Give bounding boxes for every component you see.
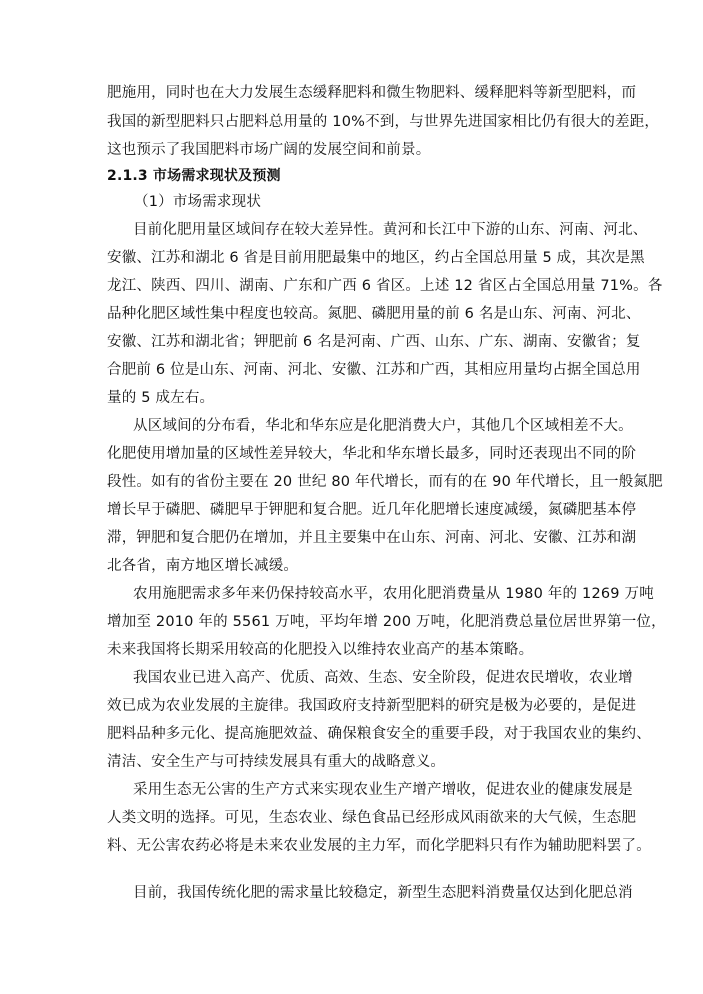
- paragraph-line: 料、无公害农药必将是未来农业发展的主力军，而化学肥料只有作为辅助肥料罢了。: [107, 838, 651, 854]
- paragraph-line: 量的 5 成左右。: [107, 390, 215, 406]
- paragraph-line: 增长早于磷肥、磷肥早于钾肥和复合肥。近几年化肥增长速度减缓，氮磷肥基本停: [107, 502, 637, 518]
- paragraph-line: 我国的新型肥料只占肥料总用量的 10%不到，与世界先进国家相比仍有很大的差距，: [107, 114, 660, 130]
- paragraph-line: 目前化肥用量区域间存在较大差异性。黄河和长江中下游的山东、河南、河北、: [133, 222, 648, 238]
- paragraph-line: 这也预示了我国肥料市场广阔的发展空间和前景。: [107, 142, 431, 158]
- paragraph-line: 我国农业已进入高产、优质、高效、生态、安全阶段，促进农民增收，农业增: [133, 670, 633, 686]
- paragraph-line: 段性。如有的省份主要在 20 世纪 80 年代增长，而有的在 90 年代增长，且一般氮肥: [107, 474, 663, 490]
- paragraph-line: 北各省，南方地区增长减缓。: [107, 558, 299, 574]
- paragraph-line: 采用生态无公害的生产方式来实现农业生产增产增收，促进农业的健康发展是: [133, 782, 633, 798]
- section-heading: 2.1.3 市场需求现状及预测: [107, 168, 281, 184]
- paragraph-line: 效已成为农业发展的主旋律。我国政府支持新型肥料的研究是极为必要的，是促进: [107, 698, 637, 714]
- paragraph-line: 增加至 2010 年的 5561 万吨，平均年增 200 万吨，化肥消费总量位居世界第一位，: [107, 614, 666, 630]
- paragraph-line: 肥施用，同时也在大力发展生态缓释肥料和微生物肥料、缓释肥料等新型肥料，而: [107, 85, 637, 101]
- paragraph-line: 清洁、安全生产与可持续发展具有重大的战略意义。: [107, 754, 446, 770]
- paragraph-line: 化肥使用增加量的区域性差异较大，华北和华东增长最多，同时还表现出不同的阶: [107, 446, 637, 462]
- paragraph-line: 龙江、陕西、四川、湖南、广东和广西 6 省区。上述 12 省区占全国总用量 71%。各: [107, 278, 663, 294]
- paragraph-line: 从区域间的分布看，华北和华东应是化肥消费大户，其他几个区域相差不大。: [133, 418, 633, 434]
- paragraph-line: 滞，钾肥和复合肥仍在增加，并且主要集中在山东、河南、河北、安徽、江苏和湖: [107, 530, 637, 546]
- paragraph-line: 农用施肥需求多年来仍保持较高水平，农用化肥消费量从 1980 年的 1269 万吨: [133, 586, 654, 602]
- paragraph-line: 目前，我国传统化肥的需求量比较稳定，新型生态肥料消费量仅达到化肥总消: [133, 885, 633, 901]
- paragraph-line: 肥料品种多元化、提高施肥效益、确保粮食安全的重要手段，对于我国农业的集约、: [107, 726, 651, 742]
- paragraph-line: 未来我国将长期采用较高的化肥投入以维持农业高产的基本策略。: [107, 642, 534, 658]
- paragraph-line: 人类文明的选择。可见，生态农业、绿色食品已经形成风雨欲来的大气候，生态肥: [107, 810, 637, 826]
- paragraph-line: 合肥前 6 位是山东、河南、河北、安徽、江苏和广西，其相应用量均占据全国总用: [107, 362, 641, 378]
- paragraph-line: 安徽、江苏和湖北省；钾肥前 6 名是河南、广西、山东、广东、湖南、安徽省；复: [107, 334, 641, 350]
- paragraph-line: 安徽、江苏和湖北 6 省是目前用肥最集中的地区，约占全国总用量 5 成，其次是黑: [107, 250, 645, 266]
- paragraph-line: 品种化肥区域性集中程度也较高。氮肥、磷肥用量的前 6 名是山东、河南、河北、: [107, 306, 641, 322]
- subsection-heading: （1）市场需求现状: [134, 194, 262, 210]
